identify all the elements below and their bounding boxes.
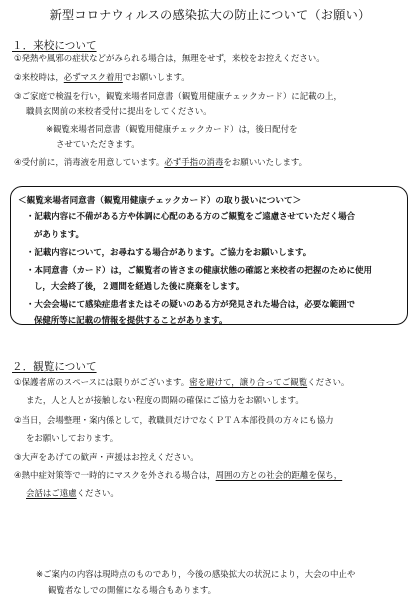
section-1-item-3: ③ご家庭で検温を行い，観覧来場者同意書（観覧用健康チェックカード）に記載の上，: [14, 91, 342, 101]
s2-item-4-pre: ④熱中症対策等で一時的にマスクを外される場合は，: [14, 470, 216, 480]
s2-item-1-pre: ①保護者席のスペースには限りがございます。: [14, 377, 190, 387]
section-1-item-3-cont: 職員玄関前の来校者受付に提出をしてください。: [26, 106, 212, 116]
section-1-note-cont: させていただきます。: [56, 139, 140, 149]
notice-line-4-cont: 保健所等に記載の情報を提供することがあります。: [34, 315, 228, 325]
notice-line-3: ・本同意書（カード）は，ご観覧者の皆さまの健康状態の確認と来校者の把握のために使用: [26, 265, 372, 275]
social-distance-text: 周囲の方との社会的距離を保ち，: [215, 470, 343, 480]
notice-line-1: ・記載内容に不備がある方や体調に心配のある方のご観覧をご遠慮させていただく場合: [26, 211, 356, 221]
notice-line-2: ・記載内容について，お尋ねする場合があります。ご協力をお願いします。: [26, 247, 312, 257]
refrain-conversation-text: 会話はご遠慮: [26, 488, 77, 498]
item-4-post: をお願いいたします。: [223, 157, 308, 167]
section-1-note: ※観覧来場者同意書（観覧用健康チェックカード）は，後日配付を: [46, 124, 298, 134]
notice-box-title: ＜観覧来場者同意書（観覧用健康チェックカード）の取り扱いについて＞: [18, 196, 302, 206]
notice-line-1-cont: があります。: [34, 229, 84, 239]
footer-line-1: ※ご案内の内容は現時点のものであり，今後の感染拡大の状況により，大会の中止や: [36, 569, 356, 579]
s2-item-4-cont-post: ください。: [76, 488, 119, 498]
section-2-item-2: ②当日，会場整理・案内係として，教職員だけでなくＰＴＡ本部役員の方々にも協力: [14, 415, 334, 425]
section-2-item-1-cont: また，人と人とが接触しない程度の間隔の確保にご協力をお願いします。: [26, 395, 304, 405]
section-2-item-4-cont: [26, 487, 119, 499]
notice-line-3-cont: し，大会終了後，２週間を経過した後に廃棄をします。: [34, 281, 245, 291]
section-1-item-1: ①発熱や風邪の症状などがみられる場合は，無理をせず，来校をお控えください。: [14, 53, 325, 63]
avoid-crowding-text: 密を避けて，譲り合ってご観覧: [189, 377, 308, 387]
section-2-item-4: [14, 469, 342, 481]
section-2-item-1: [14, 376, 349, 388]
hand-disinfect-text: 必ず手指の消毒: [164, 157, 224, 167]
item-2-post: でお願いします。: [122, 72, 190, 82]
s2-item-1-post: ください。: [307, 377, 350, 387]
section-2-item-3: ③大声をあげての歓声・声援はお控えください。: [14, 452, 199, 462]
notice-line-4: ・大会会場にて感染症患者またはその疑いのある方が発見された場合は，必要な範囲で: [26, 299, 356, 309]
document-title: 新型コロナウィルスの感染拡大の防止について（お願い）: [49, 8, 371, 22]
section-1-heading: １．来校について: [12, 40, 97, 52]
mask-required-text: 必ずマスク着用: [63, 72, 123, 82]
section-1-item-2: [14, 71, 190, 83]
item-2-pre: ②来校時は，: [14, 72, 64, 82]
section-2-heading: ２．観覧について: [12, 361, 97, 373]
section-2-item-2-cont: をお願いしております。: [26, 433, 119, 443]
item-4-pre: ④受付前に，消毒液を用意しています。: [14, 157, 165, 167]
footer-line-2: 観覧者なしでの開催になる場合もあります。: [48, 585, 217, 595]
section-1-item-4: [14, 156, 307, 168]
